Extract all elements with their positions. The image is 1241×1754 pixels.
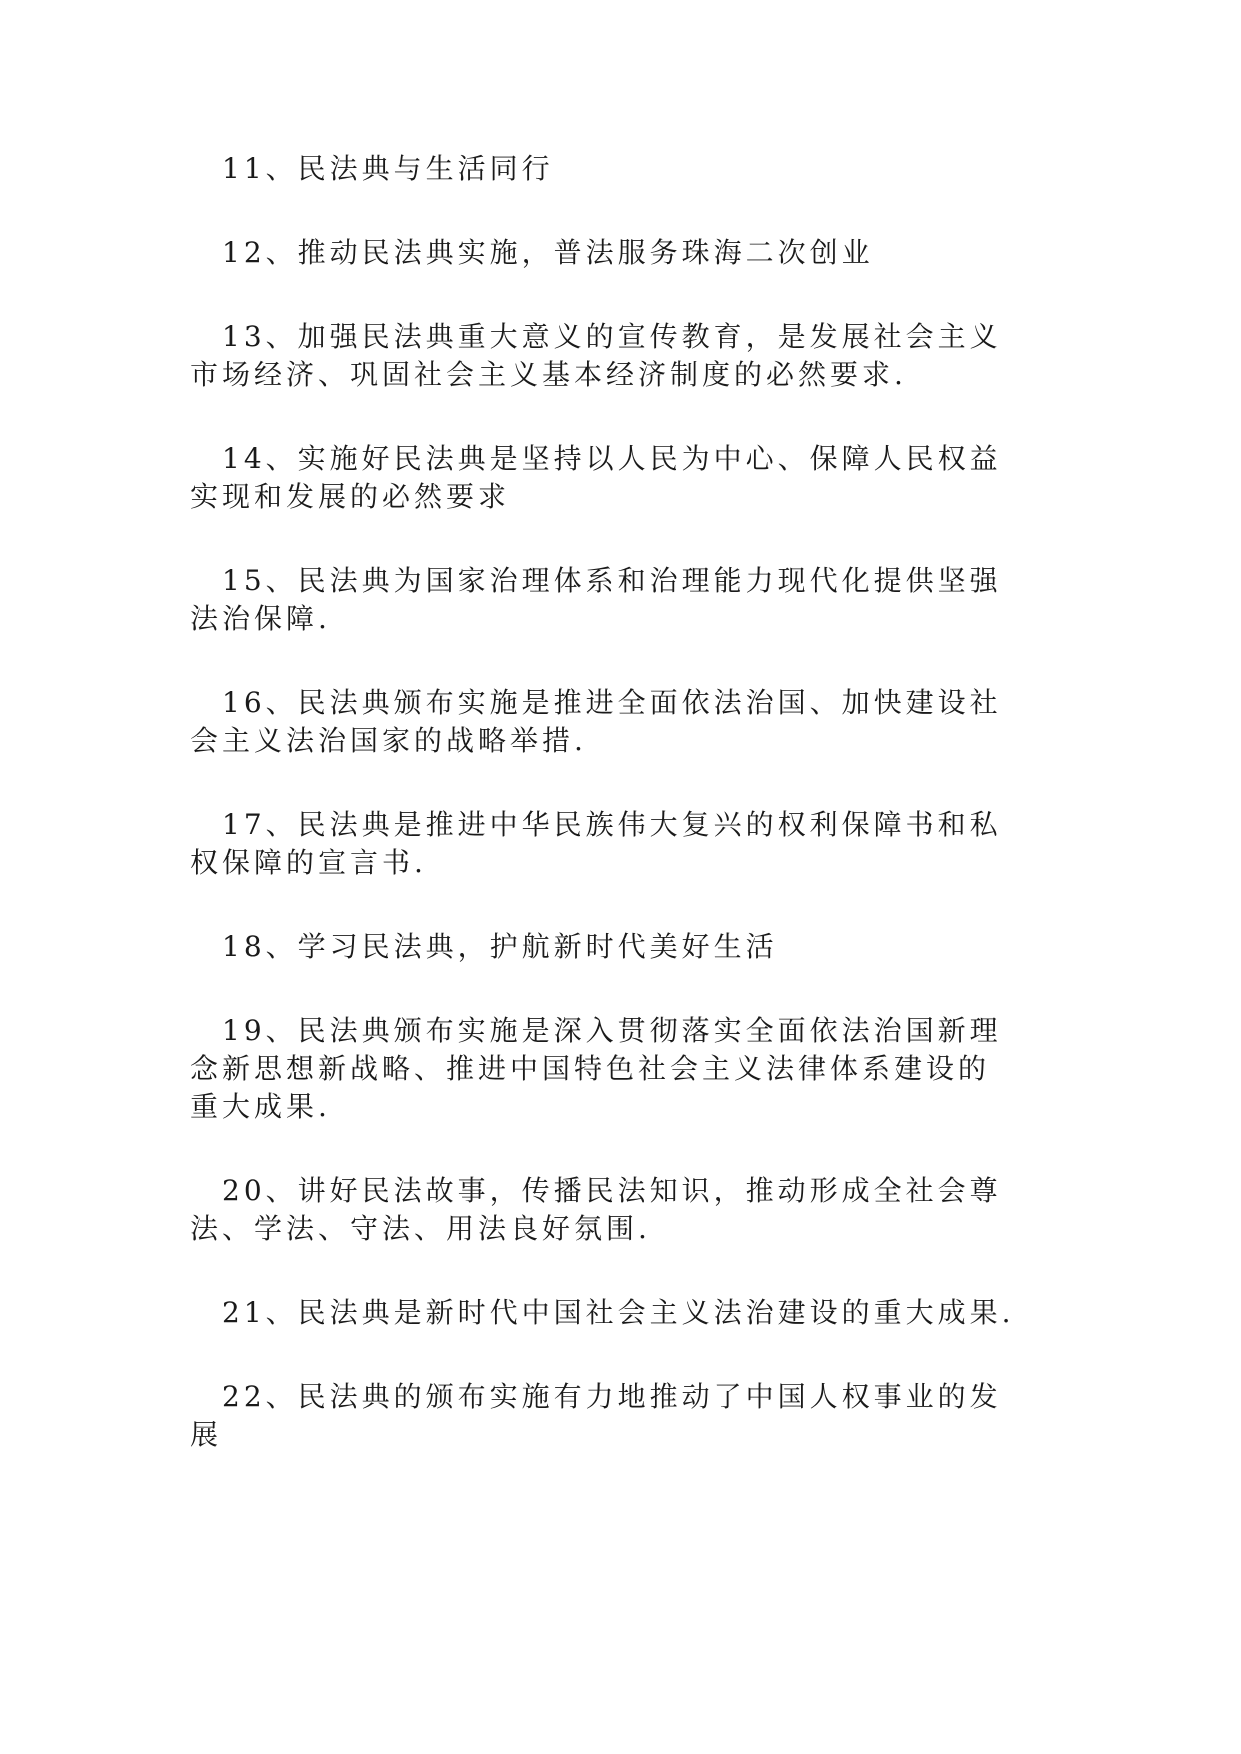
list-item: 18、学习民法典，护航新时代美好生活 <box>222 930 778 963</box>
list-item: 21、民法典是新时代中国社会主义法治建设的重大成果. <box>222 1296 1015 1329</box>
list-item: 19、民法典颁布实施是深入贯彻落实全面依法治国新理 念新思想新战略、推进中国特色社会主义法律体系建设的 重大成果. <box>190 1014 1002 1123</box>
list-item: 20、讲好民法故事，传播民法知识，推动形成全社会尊 法、学法、守法、用法良好氛围. <box>190 1174 1002 1245</box>
list-item: 13、加强民法典重大意义的宣传教育，是发展社会主义 市场经济、巩固社会主义基本经济制度的必然要求. <box>190 320 1002 391</box>
list-item: 11、民法典与生活同行 <box>222 152 554 185</box>
list-item: 14、实施好民法典是坚持以人民为中心、保障人民权益 实现和发展的必然要求 <box>190 442 1002 513</box>
list-item: 22、民法典的颁布实施有力地推动了中国人权事业的发 展 <box>190 1380 1002 1451</box>
list-item: 16、民法典颁布实施是推进全面依法治国、加快建设社 会主义法治国家的战略举措. <box>190 686 1002 757</box>
document-body <box>190 150 1030 1500</box>
list-item: 15、民法典为国家治理体系和治理能力现代化提供坚强 法治保障. <box>190 564 1002 635</box>
list-item: 17、民法典是推进中华民族伟大复兴的权利保障书和私 权保障的宣言书. <box>190 808 1002 879</box>
list-item: 12、推动民法典实施，普法服务珠海二次创业 <box>222 236 874 269</box>
